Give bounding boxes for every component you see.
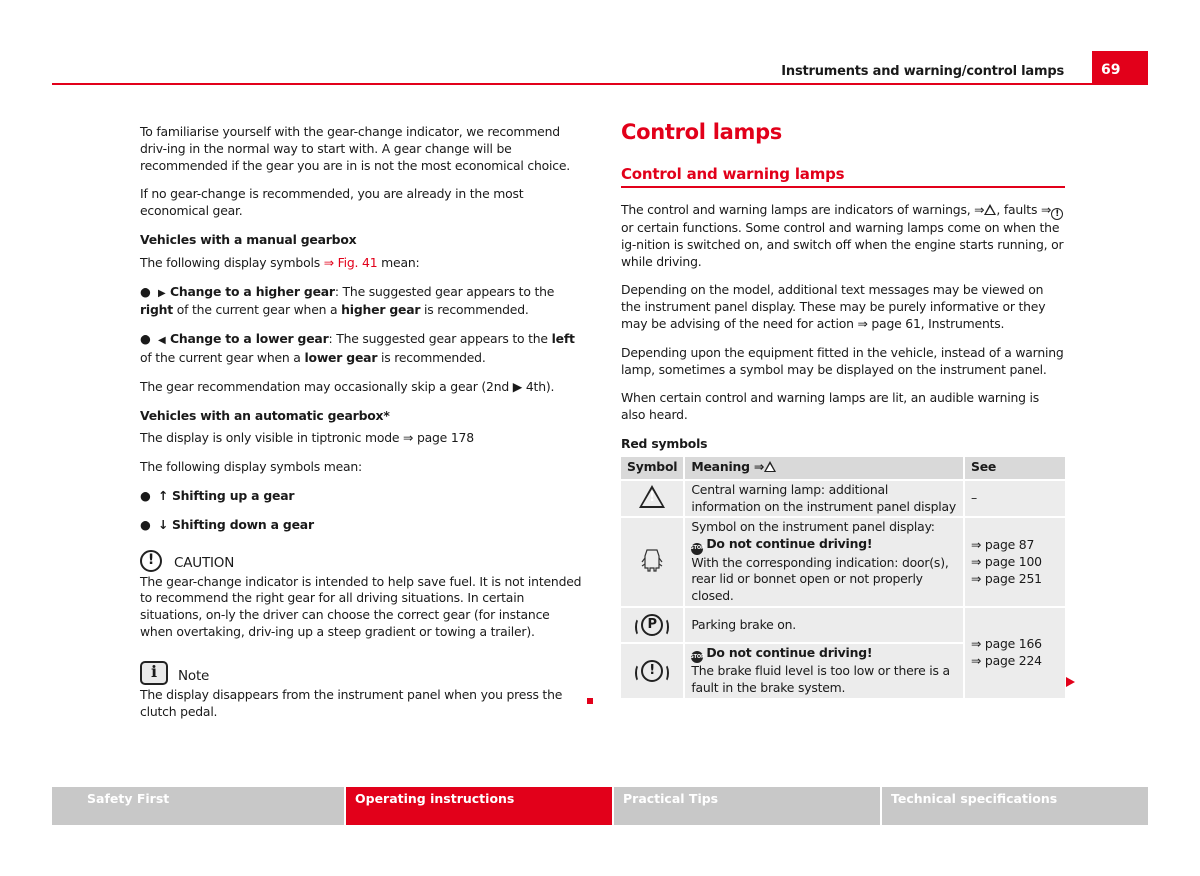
continue-arrow-icon [1066,677,1075,687]
arrow-down-icon: ↓ [158,516,169,532]
table-row [621,481,1065,517]
row4-meaning: STOP Do not continue driving! The brake fluid level is too low or there is a fault in the brake system. [683,644,963,698]
manual-intro: The following display symbols ⇒ Fig. 41 mean: [140,254,420,270]
tab-practical-tips[interactable]: Practical Tips [614,787,880,825]
bullet-dot: ● [140,331,151,347]
automatic-gearbox-heading: Vehicles with an automatic gearbox* [140,407,390,423]
right-column [621,120,1065,700]
intro-paragraph: To familiarise yourself with the gear-change indicator, we recommend driv-ing in the normal way to start with. A gear change will be recommended if the gear you are in is not the most economical choice. [140,124,571,173]
warning-triangle-icon [764,461,776,472]
row1-meaning: Central warning lamp: additional information on the instrument panel display [683,481,963,517]
warning-triangle-icon [984,204,996,215]
lamps-intro-paragraph: The control and warning lamps are indicators of warnings, ⇒ , faults ⇒ ! or certain functions. Some control and warning lamps come on when the ig-nition is switched on, and switch off when the engine starts running, or while driving. [621,201,1064,269]
col-meaning-header: Meaning ⇒ [683,457,963,479]
skip-gear-paragraph: The gear recommendation may occasionally skip a gear (2nd ▶ 4th). [140,378,555,394]
arrow-up-icon: ↑ [158,487,169,503]
row3-4-see [963,608,1065,698]
section-title: Control lamps [621,120,783,144]
col-symbol-header: Symbol [621,457,683,479]
brake-fault-icon-cell [621,644,683,698]
bullet-dot: ● [140,487,151,503]
info-icon: i [140,661,168,685]
bullet-shift-up: ● ↑ Shifting up a gear [140,487,295,503]
symbol-display-paragraph: Depending upon the equipment fitted in the vehicle, instead of a warning lamp, sometimes a symbol may be displayed on the instrument panel. [621,344,1064,377]
page-87-link[interactable]: ⇒ page 87 [971,536,1035,552]
note-heading: i Note [140,661,582,685]
tiptronic-paragraph: The display is only visible in tiptronic mode ⇒ page 178 [140,430,474,446]
note-text: The display disappears from the instrument panel when you press the clutch pedal. [140,686,563,719]
page-224-link[interactable]: ⇒ page 224 [971,652,1042,668]
arrow-left-icon: ◀ [158,335,166,347]
auto-symbols-intro: The following display symbols mean: [140,459,363,475]
text-messages-paragraph: Depending on the model, additional text messages may be viewed on the instrument panel display. These may be purely informative or they may be advising of the need for action ⇒ page 61, Instruments. [621,282,1046,331]
footer-nav [52,787,1148,825]
row2-see [963,518,1065,606]
fault-circle-icon: ! [1051,208,1063,220]
economical-paragraph: If no gear-change is recommended, you are already in the most economical gear. [140,186,524,219]
tab-operating-instructions[interactable]: Operating instructions [346,787,612,825]
bullet-dot: ● [140,516,151,532]
red-symbols-table [621,455,1065,700]
central-warning-triangle-icon [639,485,665,508]
parking-brake-icon: P [641,614,663,636]
section-end-marker [587,698,593,704]
bullet-dot: ● [140,283,151,299]
page-166-link[interactable]: ⇒ page 166 [971,636,1042,652]
running-header-title: Instruments and warning/control lamps [781,64,1064,79]
brake-fault-icon: ! [641,660,663,682]
row2-meaning: Symbol on the instrument panel display: STOP Do not continue driving! With the corresponding indication: door(s), rear lid or bonnet open or not properly closed. [683,518,963,606]
central-warning-icon-cell [621,481,683,517]
table-row [621,518,1065,606]
parking-brake-icon-cell [621,608,683,642]
tab-technical-specifications[interactable]: Technical specifications [882,787,1148,825]
table-header-row [621,457,1065,479]
row3-meaning: Parking brake on. [683,608,963,642]
header-rule [52,83,1148,85]
door-open-icon-cell [621,518,683,606]
bullet-lower-gear: ● ◀ Change to a lower gear: The suggested gear appears to the left of the current gear when a lower gear is recommended. [140,331,575,365]
tab-safety-first[interactable]: Safety First [52,787,344,825]
caution-text: The gear-change indicator is intended to help save fuel. It is not intended to recommend the right gear for all driving situations. In certain situations, on-ly the driver can choose the correct gear (for instance when overtaking, driv-ing up a steep gradient or towing a trailer). [140,573,582,639]
car-door-open-icon [640,546,664,574]
caution-heading: ! CAUTION [140,550,582,572]
stop-icon: STOP [691,651,703,663]
row1-see: – [963,481,1065,517]
table-row [621,608,1065,642]
bullet-shift-down: ● ↓ Shifting down a gear [140,516,314,532]
col-see-header: See [963,457,1065,479]
page-100-link[interactable]: ⇒ page 100 [971,553,1042,569]
left-column [140,124,582,732]
bullet-higher-gear: ● ▶ Change to a higher gear: The suggested gear appears to the right of the current gear when a higher gear is recommended. [140,283,555,318]
stop-icon: STOP [691,543,703,555]
caution-icon: ! [140,550,162,572]
fig-41-link[interactable]: ⇒ Fig. 41 [323,254,378,270]
arrow-right-icon: ▶ [158,287,166,299]
manual-gearbox-heading: Vehicles with a manual gearbox [140,231,357,247]
page-number: 69 [1092,51,1148,85]
red-symbols-heading: Red symbols [621,435,708,451]
page-251-link[interactable]: ⇒ page 251 [971,570,1042,586]
audible-warning-paragraph: When certain control and warning lamps are lit, an audible warning is also heard. [621,390,1040,423]
subsection-title: Control and warning lamps [621,166,1065,188]
